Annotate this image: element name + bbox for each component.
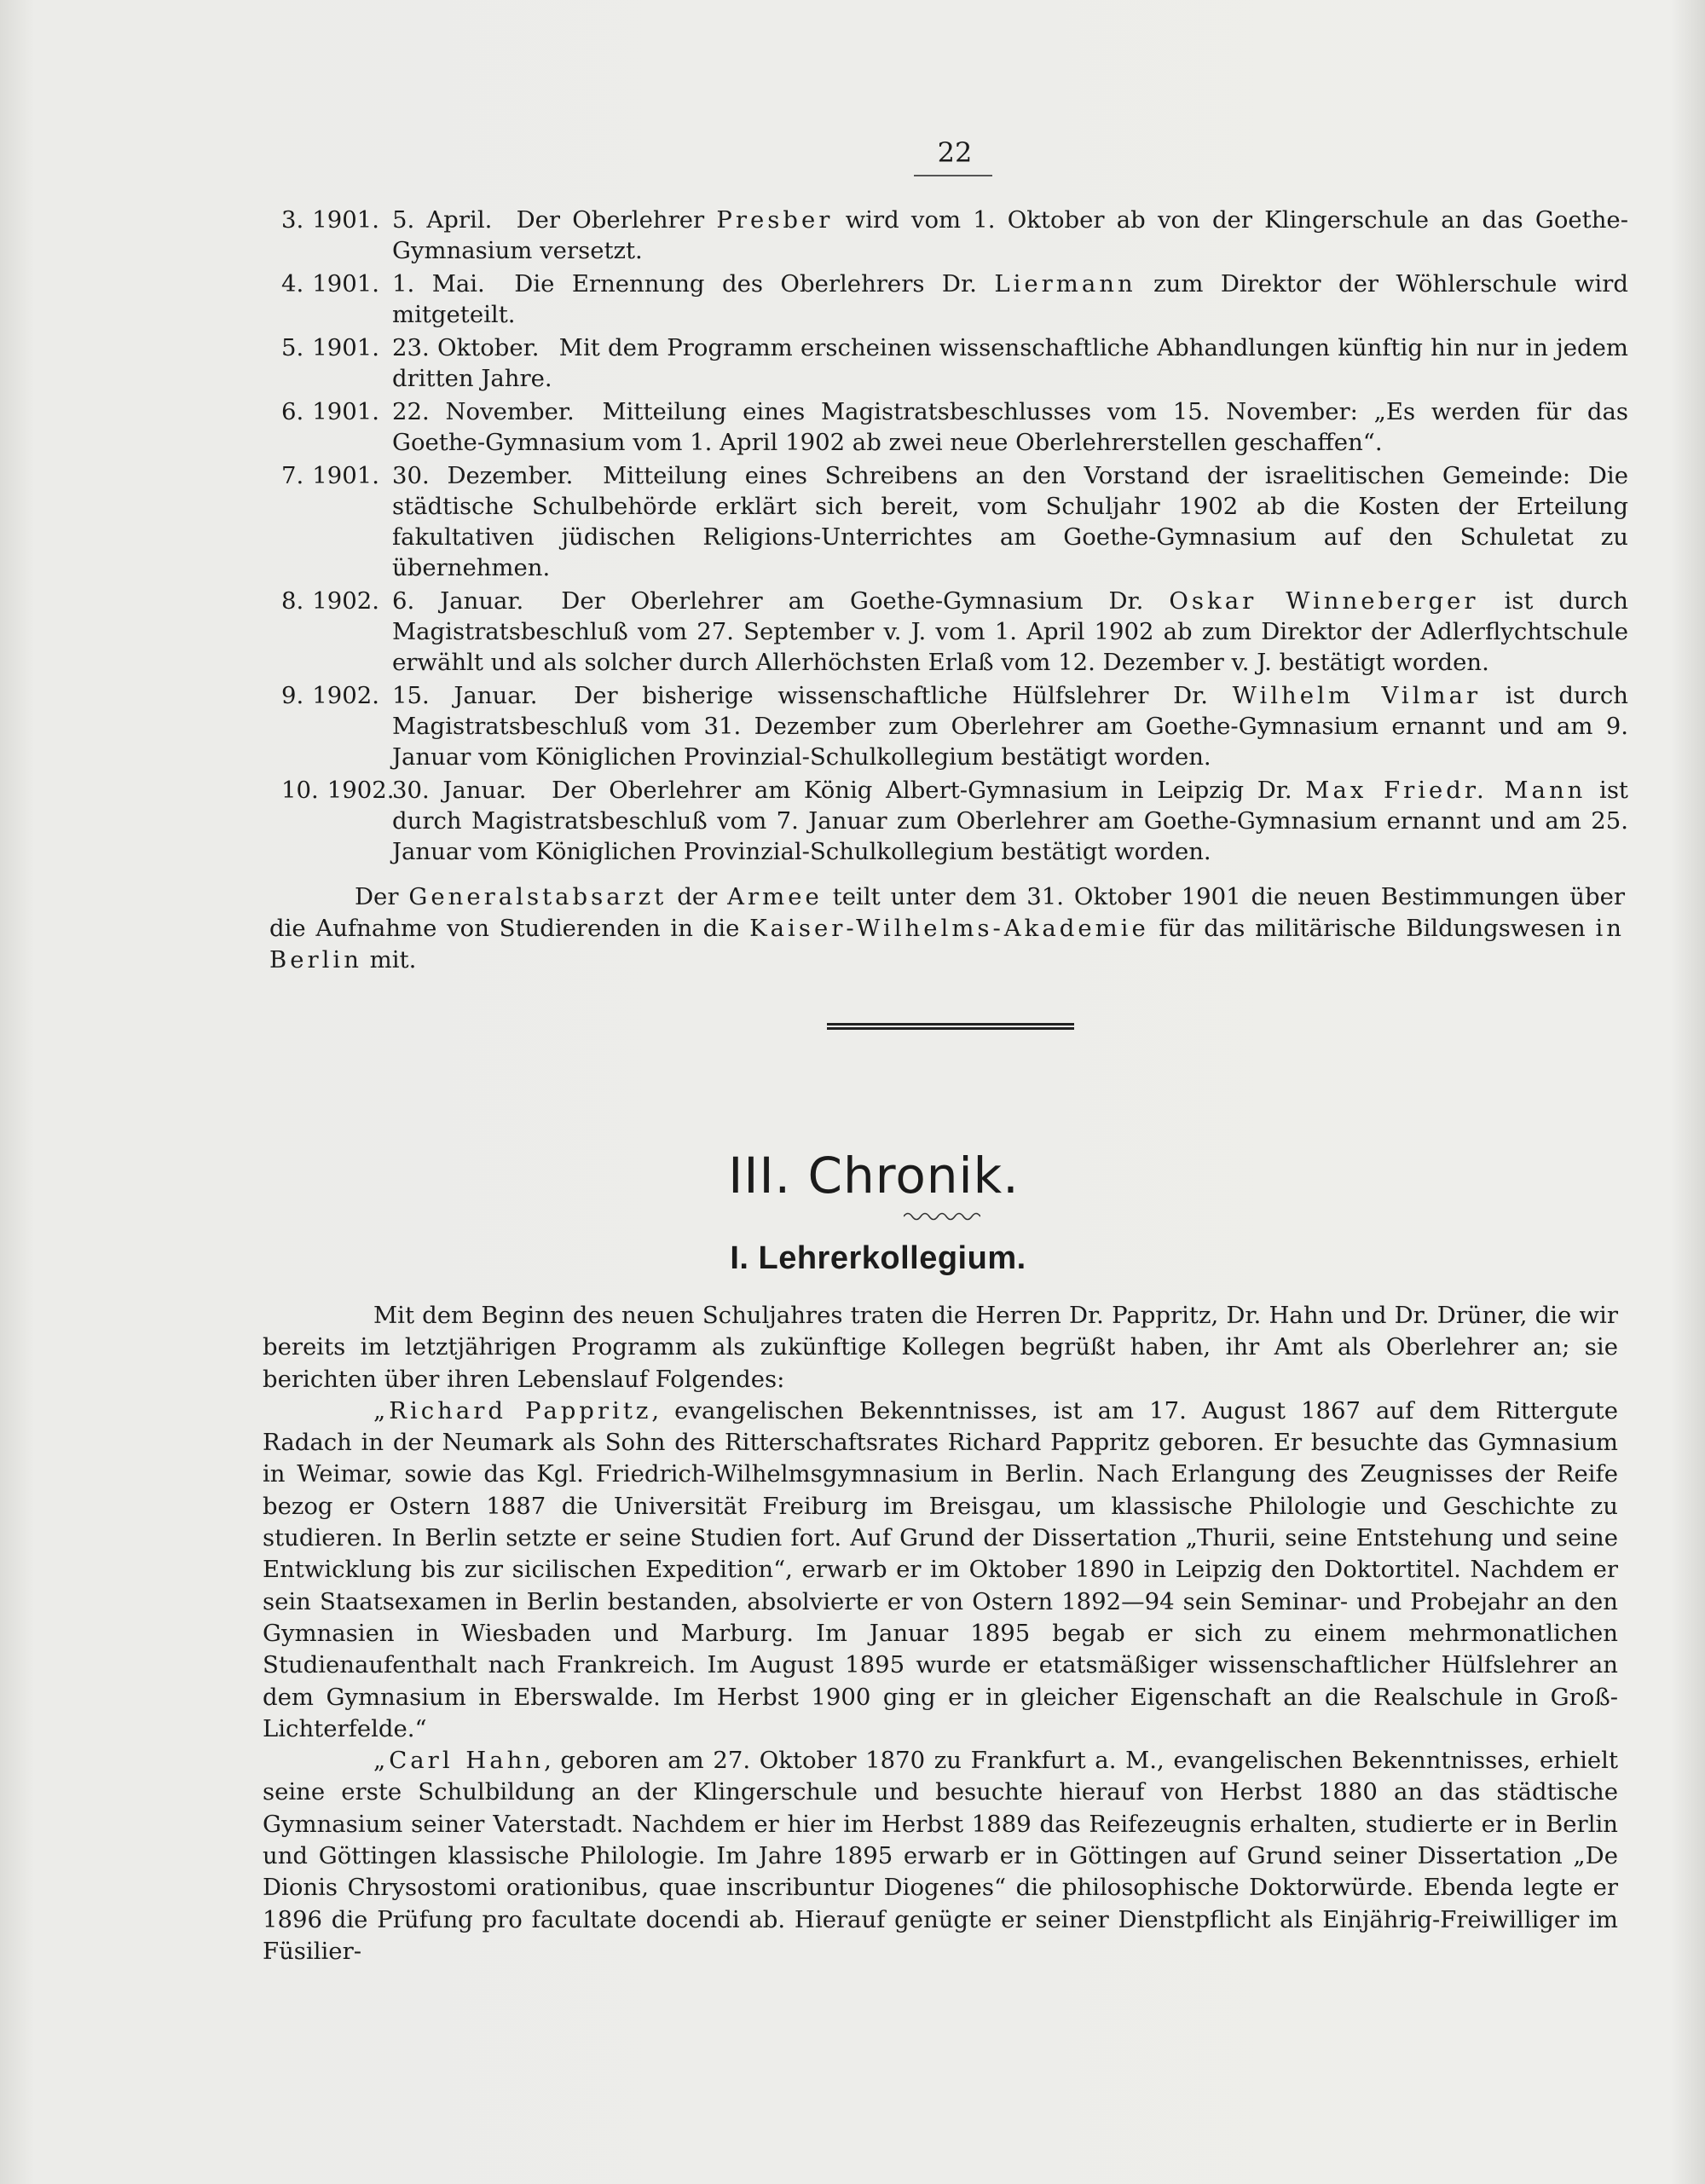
entry-text-post: ist durch Magistratsbeschluß vom 27. September v. J. vom 1. April 1902 ab zum Direktor der Adlerflychtschule erwählt und als solcher durch Allerhöchsten Erlaß vom 12. Dezember v. J. bestätigt worden.	[392, 587, 1628, 676]
entry-number-year	[281, 396, 392, 458]
entry-text-pre: Der Oberlehrer am König Albert-Gymnasium in Leipzig Dr.	[552, 777, 1306, 804]
entry-number-year	[281, 332, 392, 394]
entry-person-name: Max Friedr. Mann	[1305, 777, 1587, 804]
entry-text	[392, 460, 1628, 583]
intro-paragraph: Mit dem Beginn des neuen Schuljahres traten die Herren Dr. Pappritz, Dr. Hahn und Dr. Drüner, die wir bereits im letztjährigen Programm als zukünftige Kollegen begrüßt haben, ihr Amt als Oberlehrer an; sie berichten über ihren Lebenslauf Folgendes:	[263, 1302, 1618, 1393]
entry-date: 6. Januar.	[392, 587, 524, 615]
entry-text-pre: Mit dem Programm erscheinen wissenschaftliche Abhandlungen künftig hin nur in jedem dritten Jahre.	[392, 334, 1628, 392]
entry-number-year	[281, 205, 392, 266]
entry-number: 9.	[281, 682, 304, 709]
entry-text-pre: Mitteilung eines Schreibens an den Vorstand der israelitischen Gemeinde: Die städtische Schulbehörde erklärt sich bereit, vom Schuljahr 1902 ab die Kosten der Erteilung fakultativen jüdischen Religions-Unterrichtes am Goethe-Gymnasium auf den Schuletat zu übernehmen.	[392, 462, 1628, 581]
entry-date: 30. Januar.	[392, 777, 527, 804]
page-number: 22	[937, 136, 973, 169]
entry-date: 23. Oktober.	[392, 334, 540, 361]
entry-text	[392, 332, 1628, 394]
announcement-paragraph: Der Generalstabsarzt der Armee teilt unter dem 31. Oktober 1901 die neuen Bestimmungen über die Aufnahme von Studierenden in die Kaiser-Wilhelms-Akademie für das militärische Bildungswesen in Berlin mit.	[269, 883, 1625, 974]
entry-person-name: Presber	[716, 206, 834, 234]
chronicle-entry	[281, 205, 1628, 266]
chronicle-entry	[281, 586, 1628, 678]
entry-number: 7.	[281, 462, 304, 489]
chronicle-entry	[281, 680, 1628, 772]
entry-number: 5.	[281, 334, 304, 361]
entry-year: 1901.	[312, 334, 379, 361]
entry-year: 1902.	[327, 777, 395, 804]
entry-year: 1901.	[312, 206, 379, 234]
entry-person-name: Liermann	[994, 270, 1136, 298]
section-divider	[827, 1023, 1074, 1030]
chronicle-entry	[281, 396, 1628, 458]
entry-text-post: ist durch Magistratsbeschluß vom 31. Dezember zum Oberlehrer am Goethe-Gymnasium ernannt und am 9. Januar vom Königlichen Provinzial-Schulkollegium bestätigt worden.	[392, 682, 1629, 771]
entry-number-year	[281, 775, 395, 867]
entry-year: 1901.	[312, 462, 379, 489]
entry-number: 6.	[281, 398, 304, 425]
pappritz-paragraph: „Richard Pappritz, evangelischen Bekenntnisses, ist am 17. August 1867 auf dem Rittergute Radach in der Neumark als Sohn des Ritterschaftsrates Richard Pappritz geboren. Er besuchte das Gymnasium in Weimar, sowie das Kgl. Friedrich-Wilhelmsgymnasium in Berlin. Nach Erlangung des Zeugnisses der Reife bezog er Ostern 1887 die Universität Freiburg im Breisgau, um klassische Philologie und Geschichte zu studieren. In Berlin setzte er seine Studien fort. Auf Grund der Dissertation „Thurii, seine Entstehung und seine Entwicklung bis zur sicilischen Expedition“, erwarb er im Oktober 1890 in Leipzig den Doktortitel. Nachdem er sein Staatsexamen in Berlin bestanden, absolvierte er von Ostern 1892—94 sein Seminar- und Probejahr an den Gymnasien in Wiesbaden und Marburg. Im Januar 1895 begab er sich zu einem mehrmonatlichen Studienaufenthalt nach Frankreich. Im August 1895 wurde er etatsmäßiger wissenschaftlicher Hülfslehrer an dem Gymnasium in Eberswalde. Im Herbst 1900 ging er in gleicher Eigenschaft an die Realschule in Groß-Lichterfelde.“	[263, 1396, 1618, 1742]
entry-number-year	[281, 460, 392, 583]
page-number-rule	[914, 175, 992, 176]
entry-number-year	[281, 680, 392, 772]
entry-text-post: wird vom 1. Oktober ab von der Klingerschule an das Goethe-Gymnasium versetzt.	[392, 206, 1628, 264]
entry-text	[392, 396, 1628, 458]
entry-text	[392, 205, 1628, 266]
entry-year: 1902.	[312, 587, 379, 615]
chronicle-entry	[281, 775, 1628, 867]
entry-date: 1. Mai.	[392, 270, 485, 298]
entry-text-pre: Der Oberlehrer am Goethe-Gymnasium Dr.	[561, 587, 1170, 615]
entry-date: 30. Dezember.	[392, 462, 574, 489]
section-title: III. Chronik.	[728, 1147, 1020, 1205]
chronicle-entry	[281, 332, 1628, 394]
entry-number: 4.	[281, 270, 304, 298]
entry-date: 5. April.	[392, 206, 493, 234]
entry-text-post: ist durch Magistratsbeschluß vom 7. Januar zum Oberlehrer am Goethe-Gymnasium ernannt und am 25. Januar vom Königlichen Provinzial-Schulkollegium bestätigt worden.	[392, 777, 1628, 865]
entry-text-pre: Mitteilung eines Magistratsbeschlusses vom 15. November: „Es werden für das Goethe-Gymnasium vom 1. April 1902 ab zwei neue Oberlehrerstellen geschaffen“.	[392, 398, 1628, 456]
entry-number-year	[281, 586, 392, 678]
entry-text-post: zum Direktor der Wöhlerschule wird mitgeteilt.	[392, 270, 1628, 328]
entry-number-year	[281, 269, 392, 330]
entry-number: 8.	[281, 587, 304, 615]
chronicle-entry	[281, 269, 1628, 330]
entry-person-name: Wilhelm Vilmar	[1232, 682, 1482, 709]
entry-year: 1901.	[312, 270, 379, 298]
entry-person-name: Oskar Winneberger	[1169, 587, 1479, 615]
entry-text-pre: Der bisherige wissenschaftliche Hülfslehrer Dr.	[574, 682, 1233, 709]
ornament-squiggle	[904, 1210, 980, 1222]
entry-year: 1902.	[312, 682, 379, 709]
subsection-title: I. Lehrerkollegium.	[730, 1240, 1026, 1276]
entry-text	[392, 586, 1628, 678]
chronicle-entries	[281, 205, 1628, 870]
entry-text	[392, 775, 1628, 867]
entry-text-pre: Der Oberlehrer	[516, 206, 717, 234]
entry-year: 1901.	[312, 398, 379, 425]
entry-text-pre: Die Ernennung des Oberlehrers Dr.	[514, 270, 995, 298]
entry-text	[392, 680, 1628, 772]
entry-text	[392, 269, 1628, 330]
hahn-paragraph: „Carl Hahn, geboren am 27. Oktober 1870 zu Frankfurt a. M., evangelischen Bekenntnisses, erhielt seine erste Schulbildung an der Klingerschule und besuchte hierauf von Herbst 1880 an das städtische Gymnasium seiner Vaterstadt. Nachdem er hier im Herbst 1889 das Reifezeugnis erhalten, studierte er in Berlin und Göttingen klassische Philologie. Im Jahre 1895 erwarb er in Göttingen auf Grund seiner Dissertation „De Dionis Chrysostomi orationibus, quae inscribuntur Diogenes“ die philosophische Doktorwürde. Ebenda legte er 1896 die Prüfung pro facultate docendi ab. Hierauf genügte er seiner Dienstpflicht als Einjährig-Freiwilliger im Füsilier-	[263, 1747, 1618, 1965]
chronicle-entry	[281, 460, 1628, 583]
body-text	[263, 1300, 1618, 1967]
entry-date: 22. November.	[392, 398, 575, 425]
entry-date: 15. Januar.	[392, 682, 538, 709]
entry-number: 3.	[281, 206, 304, 234]
entry-number: 10.	[281, 777, 319, 804]
